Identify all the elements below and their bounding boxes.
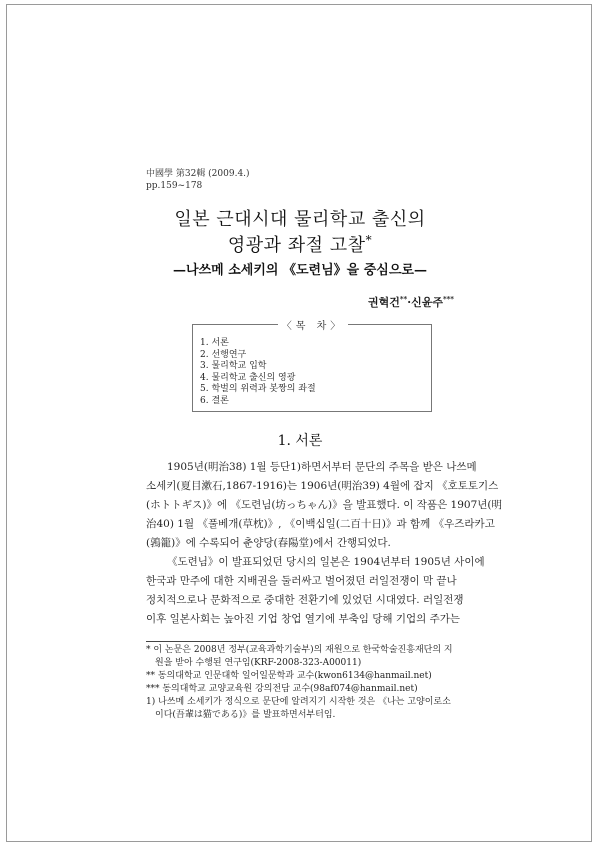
footnote-line: ** 동의대학교 인문대학 일어일문학과 교수(kwon6134@hanmail.net) [146,671,432,681]
paper-title-line2 [0,231,600,257]
footnote-line: * 이 논문은 2008년 정부(교육과학기술부)의 재원으로 한국학술진흥재단의 지 [146,645,453,655]
paragraph-line: 소세키(夏目漱石,1867-1916)는 1906년(明治39) 4월에 잡지 《호토토기스 [146,480,499,492]
author-2: 신윤주 [411,296,443,309]
toc-title: 〈목 차〉 [278,317,348,332]
paper-subtitle: —나쓰메 소세키의 《도련님》을 중심으로— [173,263,427,278]
footnote-line: 1) 나쓰메 소세키가 정식으로 문단에 알려지기 시작한 것은 《나는 고양이로소 [146,697,451,707]
paragraph-line: 治40) 1월 《풀베개(草枕)》, 《이백십일(二百十日)》과 함께 《우즈라카고 [146,518,495,530]
footnote-divider [146,641,276,642]
paragraph-line: (ホトトギス)》에 《도련님(坊っちゃん)》을 발표했다. 이 작품은 1907년(明 [146,499,503,511]
paragraph-line: 한국과 만주에 대한 지배권을 둘러싸고 벌어졌던 러일전쟁이 막 끝나 [146,575,457,587]
toc-item: 2. 선행연구 [200,349,247,360]
paragraph-line: 《도련님》이 발표되었던 당시의 일본은 1904년부터 1905년 사이에 [167,556,485,568]
section-heading: 1. 서론 [277,433,323,449]
toc-item: 1. 서론 [200,338,229,348]
authors [368,294,454,310]
author-1-marker: ** [399,294,408,304]
journal-pages: pp.159~178 [146,181,203,191]
toc-item: 5. 학벌의 위력과 봇짱의 좌절 [200,384,316,394]
paragraph-line: 이후 일본사회는 높아진 기업 창업 열기에 부축임 당해 기업의 주가는 [146,613,461,625]
paragraph-line: (鶉籠)》에 수록되어 춘양당(春陽堂)에서 간행되었다. [146,537,391,549]
toc-item: 3. 물리학교 입학 [200,361,267,371]
journal-volume: 中國學 第32輯 (2009.4.) [146,169,250,179]
paragraph-line: 1905년(明治38) 1월 등단1)하면서부터 문단의 주목을 받은 나쓰메 [167,461,477,473]
toc-list [200,338,316,407]
journal-info [146,168,250,192]
paragraph-2 [146,553,485,629]
footnote-line: *** 동의대학교 교양교육원 강의전담 교수(98af074@hanmail.net) [146,684,418,694]
author-separator: · [407,296,412,309]
toc-item: 4. 물리학교 출신의 영광 [200,372,296,383]
author-2-marker: *** [442,294,454,304]
toc-item: 6. 결론 [200,395,229,406]
paragraph-1 [146,458,503,553]
footnote-line: 원을 받아 수행된 연구임(KRF-2008-323-A00011) [155,658,362,668]
paper-title-line1: 일본 근대시대 물리학교 출신의 [174,209,426,230]
paragraph-line: 정치적으로나 문화적으로 중대한 전환기에 있었던 시대였다. 러일전쟁 [146,594,464,606]
title-footnote-marker: * [365,233,373,247]
author-1: 권혁건 [368,296,400,309]
footnote-line: 이다(吾輩は猫である)》를 발표하면서부터임. [155,710,336,720]
footnotes [146,644,453,722]
paper-title-line2-text: 영광과 좌절 고찰 [227,235,366,256]
